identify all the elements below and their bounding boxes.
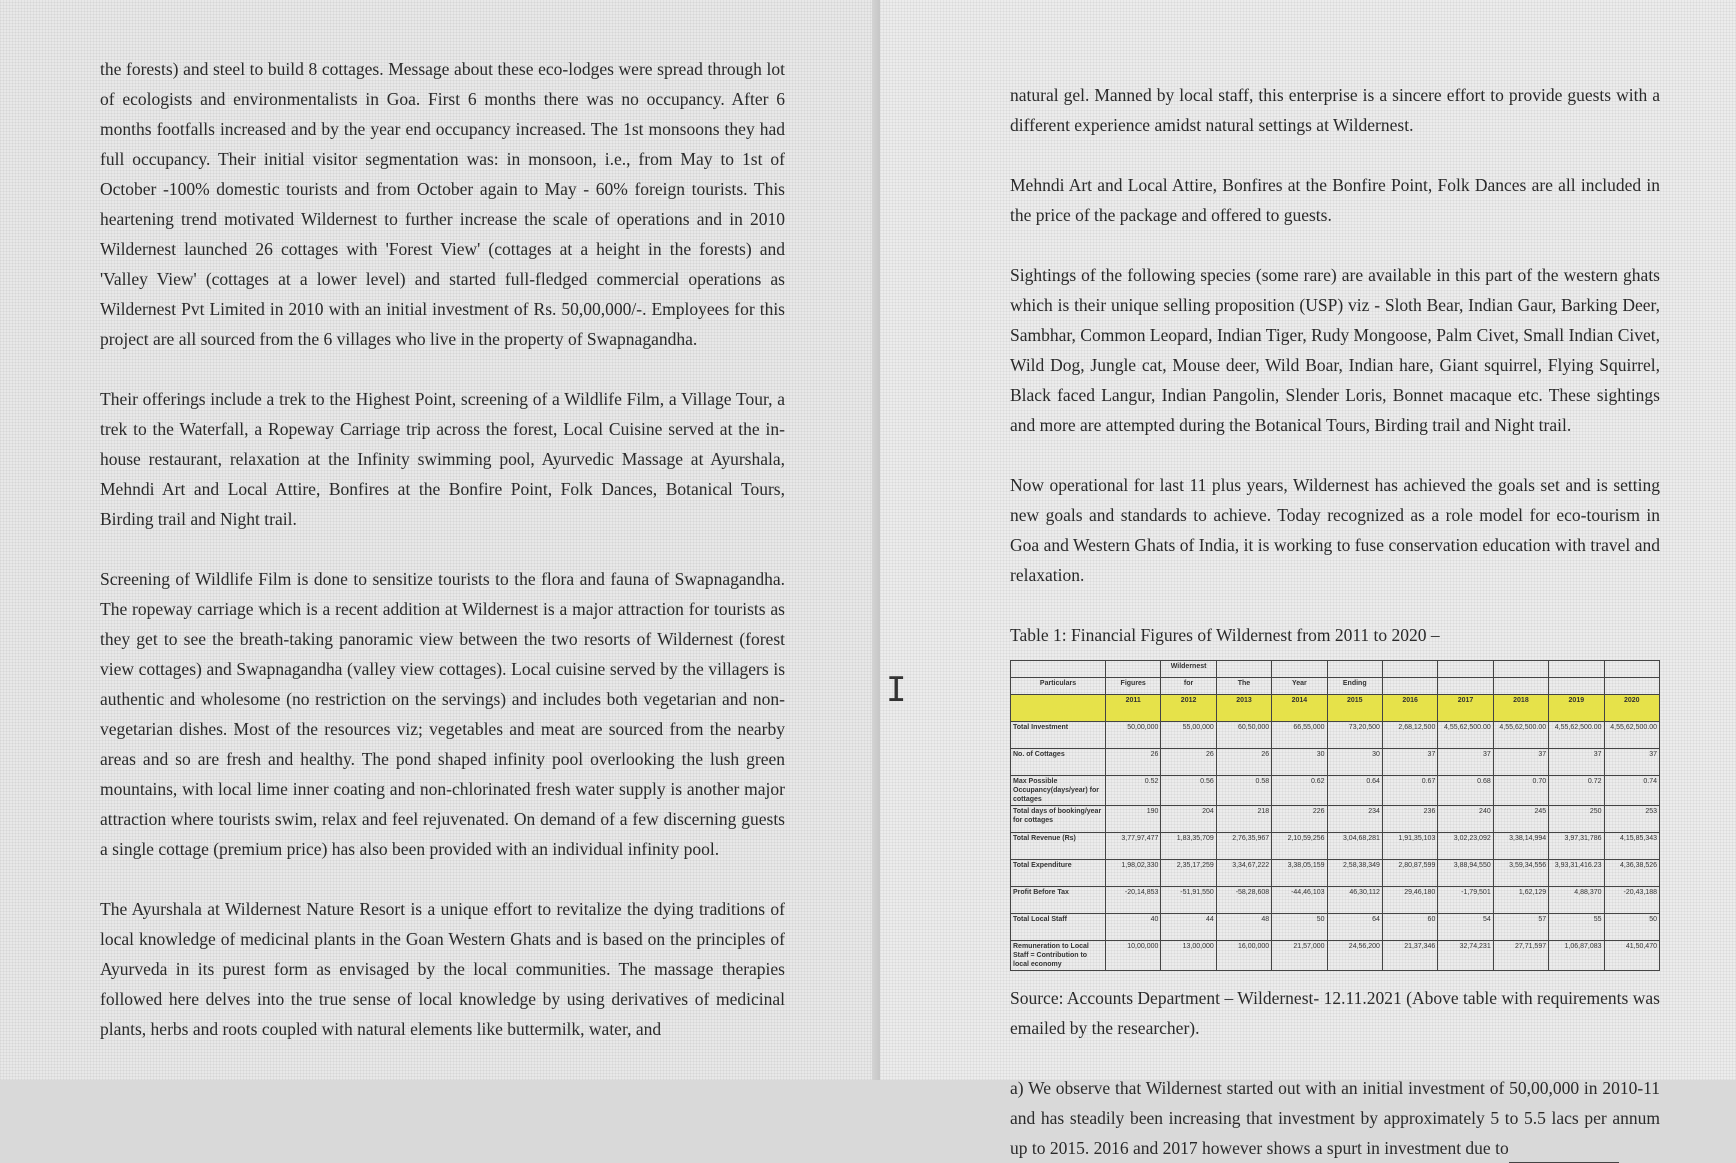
table-cell: Ending [1327,678,1382,695]
row-label: No. of Cottages [1011,749,1106,776]
table-cell: 13,00,000 [1161,941,1216,971]
table-row [1011,806,1660,833]
table-cell: 0.74 [1604,776,1659,806]
table-row [1011,722,1660,749]
table-cell: 4,55,62,500.00 [1549,722,1604,749]
table-cell: 0.56 [1161,776,1216,806]
table-cell: 2,76,35,967 [1216,833,1271,860]
table-cell: 250 [1549,806,1604,833]
row-label: Total Local Staff [1011,914,1106,941]
table-cell: 60 [1382,914,1437,941]
table-cell: 2,58,38,349 [1327,860,1382,887]
row-label: Total days of booking/year for cottages [1011,806,1106,833]
table-cell: -20,14,853 [1106,887,1161,914]
table-cell: 245 [1493,806,1548,833]
paragraph-wildlife-film: Screening of Wildlife Film is done to sensitize tourists to the flora and fauna of Swapnagandha. The ropeway carriage which is a recent addition at Wildernest is a major attraction for tourists as they get to see the breath-taking panoramic view between the two resorts of Wildernest (forest view cottages) and Swapnagandha (valley view cottages). Local cuisine served by the villagers is authentic and wholesome (no restriction on the servings) and includes both vegetarian and non-vegetarian dishes. Most of the resources viz; vegetables and meat are sourced from the nearby areas and so are fresh and healthy. The pond shaped infinity pool overlooking the lush green mountains, with local lime inner coating and non-chlorinated fresh water supply is another major attraction where tourists swim, relax and feel rejuvenated. On demand of a few discerning guests a single cottage (premium price) has also been provided with an individual infinity pool. [100,569,785,859]
paragraph-mehndi: Mehndi Art and Local Attire, Bonfires at the Bonfire Point, Folk Dances are all included in the price of the package and offered to guests. [1010,175,1660,225]
table-cell: 2012 [1161,695,1216,722]
row-label: Particulars [1011,678,1106,695]
table-cell: 27,71,597 [1493,941,1548,971]
table-cell: Figures [1106,678,1161,695]
table-cell [1106,661,1161,678]
table-cell: 26 [1161,749,1216,776]
table-cell: 37 [1438,749,1493,776]
table-cell: 253 [1604,806,1659,833]
table-cell: -51,91,550 [1161,887,1216,914]
row-label [1011,661,1106,678]
table-cell: 50 [1604,914,1659,941]
table-cell: 2,10,59,256 [1272,833,1327,860]
table-year-row [1011,695,1660,722]
row-label [1011,695,1106,722]
table-row [1011,941,1660,971]
table-cell: 3,34,67,222 [1216,860,1271,887]
table-cell: 240 [1438,806,1493,833]
table-cell: 4,55,62,500.00 [1438,722,1493,749]
table-cell [1493,661,1548,678]
table-cell: 0.67 [1382,776,1437,806]
table-top-header-row [1011,661,1660,678]
row-label: Total Expenditure [1011,860,1106,887]
table-cell: 0.58 [1216,776,1271,806]
table-cell: for [1161,678,1216,695]
table-caption: Table 1: Financial Figures of Wildernest from 2011 to 2020 – [1010,625,1440,645]
table-cell: 0.70 [1493,776,1548,806]
paragraph-offerings: Their offerings include a trek to the Highest Point, screening of a Wildlife Film, a Village Tour, a trek to the Waterfall, a Ropeway Carriage trip across the forest, Local Cuisine served at the in-house restaurant, relaxation at the Infinity swimming pool, Ayurvedic Massage at Ayurshala, Mehndi Art and Local Attire, Bonfires at the Bonfire Point, Folk Dances, Botanical Tours, Birding trail and Night trail. [100,389,785,529]
table-cell: 2016 [1382,695,1437,722]
table-cell: 1,91,35,103 [1382,833,1437,860]
table-cell: 218 [1216,806,1271,833]
table-cell: 50,00,000 [1106,722,1161,749]
table-cell [1549,678,1604,695]
table-cell: 26 [1106,749,1161,776]
table-header-row [1011,678,1660,695]
table-cell: 1,06,87,083 [1549,941,1604,971]
table-cell: 37 [1549,749,1604,776]
table-cell: 2015 [1327,695,1382,722]
table-cell: -58,28,608 [1216,887,1271,914]
table-cell: 16,00,000 [1216,941,1271,971]
row-label: Max Possible Occupancy(days/year) for cottages [1011,776,1106,806]
table-cell: 0.64 [1327,776,1382,806]
table-cell: 66,55,000 [1272,722,1327,749]
table-cell: 2019 [1549,695,1604,722]
table-cell: 21,57,000 [1272,941,1327,971]
table-cell: 50 [1272,914,1327,941]
table-cell [1272,661,1327,678]
table-cell: 60,50,000 [1216,722,1271,749]
table-source: Source: Accounts Department – Wildernest- 12.11.2021 (Above table with requirements was emailed by the researcher). [1010,988,1660,1038]
table-cell: 32,74,231 [1438,941,1493,971]
table-cell: 21,37,346 [1382,941,1437,971]
table-cell [1549,661,1604,678]
table-cell: 2,68,12,500 [1382,722,1437,749]
table-cell [1493,678,1548,695]
table-cell: 37 [1604,749,1659,776]
paragraph-ayurshala: The Ayurshala at Wildernest Nature Resort is a unique effort to revitalize the dying traditions of local knowledge of medicinal plants in the Goan Western Ghats and is based on the principles of Ayurveda in its purest form as envisaged by the local communities. The massage therapies followed here delves into the true sense of local knowledge by using derivatives of medicinal plants, herbs and roots coupled with natural elements like buttermilk, water, and [100,899,785,1039]
text-cursor-icon: I [886,670,907,710]
table-cell: 2,80,87,599 [1382,860,1437,887]
left-page-text [100,54,785,1074]
row-label: Remuneration to Local Staff = Contribution to local economy [1011,941,1106,971]
paragraph-natural-gel: natural gel. Manned by local staff, this enterprise is a sincere effort to provide guests with a different experience amidst natural settings at Wildernest. [1010,85,1660,135]
table-cell [1382,661,1437,678]
table-cell: 64 [1327,914,1382,941]
table-cell: 1,62,129 [1493,887,1548,914]
table-cell: 0.72 [1549,776,1604,806]
table-cell: 234 [1327,806,1382,833]
table-cell [1604,661,1659,678]
table-cell: 3,38,14,994 [1493,833,1548,860]
table-cell: 73,20,500 [1327,722,1382,749]
table-cell: 4,36,38,526 [1604,860,1659,887]
table-cell [1438,678,1493,695]
table-cell: 3,93,31,416.23 [1549,860,1604,887]
table-cell: 2011 [1106,695,1161,722]
table-cell: 0.52 [1106,776,1161,806]
paragraph-observation [1010,1073,1660,1163]
table-row [1011,860,1660,887]
table-cell: 3,04,68,281 [1327,833,1382,860]
table-cell: 3,02,23,092 [1438,833,1493,860]
table-cell: 4,15,85,343 [1604,833,1659,860]
table-cell: 226 [1272,806,1327,833]
table-cell [1216,661,1271,678]
table-cell: 3,77,97,477 [1106,833,1161,860]
table-cell: 2,35,17,259 [1161,860,1216,887]
table-cell: 1,98,02,330 [1106,860,1161,887]
table-cell: 55,00,000 [1161,722,1216,749]
table-cell: 0.68 [1438,776,1493,806]
paragraph-operational: Now operational for last 11 plus years, Wildernest has achieved the goals set and is setting new goals and standards to achieve. Today recognized as a role model for eco-tourism in Goa and Western Ghats of India, it is working to fuse conservation education with travel and relaxation. [1010,475,1660,585]
table-cell: 30 [1327,749,1382,776]
table-cell: 10,00,000 [1106,941,1161,971]
table-cell: 190 [1106,806,1161,833]
table-cell: 37 [1493,749,1548,776]
table-cell: 3,88,94,550 [1438,860,1493,887]
table-cell [1604,678,1659,695]
table-cell: 24,56,200 [1327,941,1382,971]
row-label: Total Investment [1011,722,1106,749]
row-label: Total Revenue (Rs) [1011,833,1106,860]
table-cell: -44,46,103 [1272,887,1327,914]
table-cell: 55 [1549,914,1604,941]
table-cell: 41,50,470 [1604,941,1659,971]
table-row [1011,914,1660,941]
table-cell: 37 [1382,749,1437,776]
table-cell: 1,83,35,709 [1161,833,1216,860]
table-cell: 3,97,31,786 [1549,833,1604,860]
table-cell: 0.62 [1272,776,1327,806]
table-cell: 48 [1216,914,1271,941]
table-cell [1438,661,1493,678]
fill-in-blank[interactable] [1509,1146,1619,1163]
table-cell: 2020 [1604,695,1659,722]
table-row [1011,749,1660,776]
table-cell: 29,46,180 [1382,887,1437,914]
table-cell: 3,59,34,556 [1493,860,1548,887]
table-cell: 4,55,62,500.00 [1604,722,1659,749]
table-cell: 2013 [1216,695,1271,722]
table-row [1011,833,1660,860]
table-cell: -1,79,501 [1438,887,1493,914]
table-cell: 3,38,05,159 [1272,860,1327,887]
table-cell: 40 [1106,914,1161,941]
table-cell: 46,30,112 [1327,887,1382,914]
table-cell: 30 [1272,749,1327,776]
table-cell: 2018 [1493,695,1548,722]
paragraph-sightings: Sightings of the following species (some rare) are available in this part of the western ghats which is their unique selling proposition (USP) viz - Sloth Bear, Indian Gaur, Barking Deer, Sambhar, Common Leopard, Indian Tiger, Rudy Mongoose, Palm Civet, Small Indian Civet, Wild Dog, Jungle cat, Mouse deer, Wild Boar, Indian hare, Giant squirrel, Flying Squirrel, Black faced Langur, Indian Pangolin, Slender Loris, Bonnet macaque etc. These sightings and more are attempted during the Botanical Tours, Birding trail and Night trail. [1010,265,1660,435]
table-cell: -20,43,188 [1604,887,1659,914]
table-cell: 26 [1216,749,1271,776]
table-cell: 236 [1382,806,1437,833]
table-cell: 4,55,62,500.00 [1493,722,1548,749]
table-cell: The [1216,678,1271,695]
paragraph-cottages-history: the forests) and steel to build 8 cottages. Message about these eco-lodges were spread through lot of ecologists and environmentalists in Goa. First 6 months there was no occupancy. After 6 months footfalls increased and by the year end occupancy increased. The 1st monsoons they had full occupancy. Their initial visitor segmentation was: in monsoon, i.e., from May to 1st of October -100% domestic tourists and from October again to May - 60% foreign tourists. This heartening trend motivated Wildernest to further increase the scale of operations and in 2010 Wildernest launched 26 cottages with 'Forest View' (cottages at a height in the forests) and 'Valley View' (cottages at a lower level) and started full-fledged commercial operations as Wildernest Pvt Limited in 2010 with an initial investment of Rs. 50,00,000/-. Employees for this project are all sourced from the 6 villages who live in the property of Swapnagandha. [100,59,785,349]
table-cell: 57 [1493,914,1548,941]
table-cell [1327,661,1382,678]
table-cell: 44 [1161,914,1216,941]
financial-table [1010,660,1660,971]
row-label: Profit Before Tax [1011,887,1106,914]
table-cell: 204 [1161,806,1216,833]
table-cell [1382,678,1437,695]
right-page-text [1010,80,1660,1163]
table-cell: 54 [1438,914,1493,941]
table-cell: Year [1272,678,1327,695]
table-cell: 4,88,370 [1549,887,1604,914]
observation-text: a) We observe that Wildernest started out with an initial investment of 50,00,000 in 2010-11 and has steadily been increasing that investment by approximately 5 to 5.5 lacs per annum up to 2015. 2016 and 2017 however shows a spurt in investment due to [1010,1078,1660,1158]
table-cell: Wildernest [1161,661,1216,678]
table-row [1011,887,1660,914]
table-cell: 2014 [1272,695,1327,722]
table-row [1011,776,1660,806]
left-page [0,0,880,1080]
table-cell: 2017 [1438,695,1493,722]
